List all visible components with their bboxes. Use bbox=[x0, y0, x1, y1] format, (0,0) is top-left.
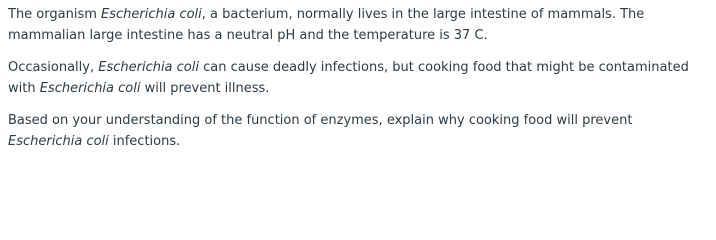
text-segment: Occasionally, bbox=[8, 60, 99, 75]
text-segment: infections. bbox=[108, 134, 181, 149]
text-segment: , a bacterium, normally lives in the large intestine of mammals. The mammalian large intestine has a neutral pH and the temperature is 37 C. bbox=[8, 7, 645, 43]
text-segment: Based on your understanding of the function of enzymes, explain why cooking food will prevent bbox=[8, 113, 633, 128]
paragraph-infection bbox=[8, 57, 708, 99]
text-segment: will prevent illness. bbox=[140, 81, 270, 96]
species-name: Escherichia coli bbox=[98, 60, 199, 75]
paragraph-prompt bbox=[8, 110, 708, 152]
text-segment: The organism bbox=[8, 7, 102, 22]
species-name: Escherichia coli bbox=[101, 7, 202, 22]
text-segment: can cause deadly infections, but cooking food that might be contaminated with bbox=[8, 60, 689, 96]
species-name: Escherichia coli bbox=[8, 134, 109, 149]
paragraph-intro bbox=[8, 4, 708, 46]
species-name: Escherichia coli bbox=[39, 81, 141, 96]
